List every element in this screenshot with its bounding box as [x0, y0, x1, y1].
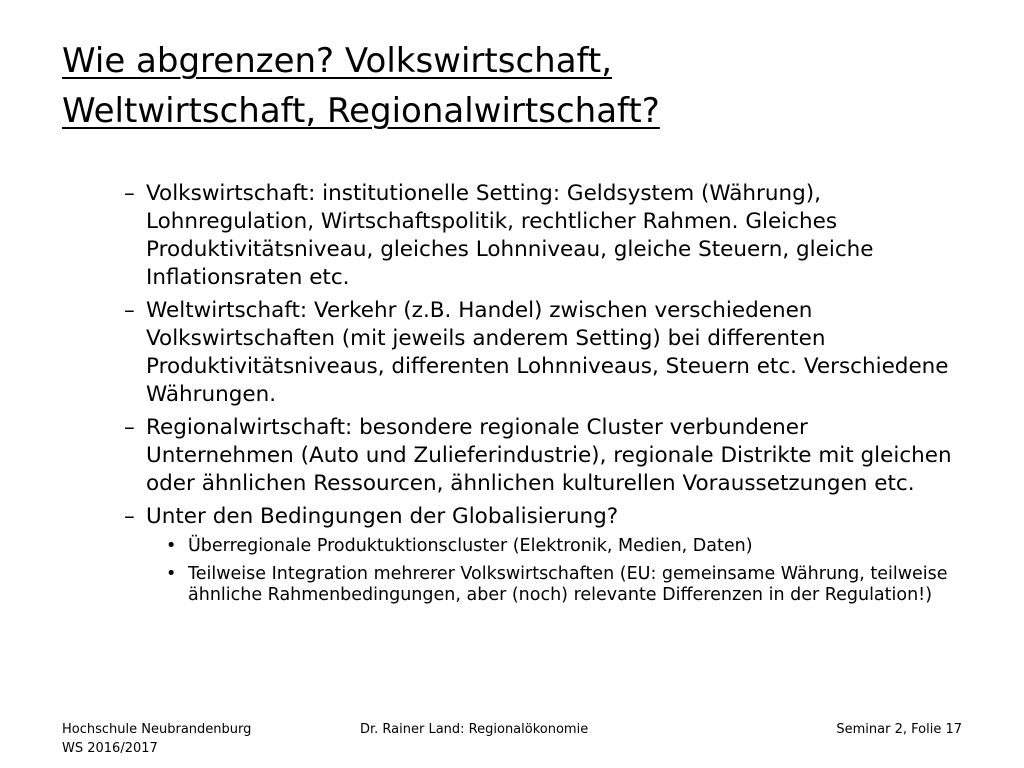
slide-title-line: Wie abgrenzen? Volkswirtschaft,: [62, 41, 613, 81]
footer-institution: [62, 720, 251, 758]
list-item: [62, 180, 962, 292]
dash-bullet-icon: –: [124, 504, 135, 529]
round-bullet-icon: •: [166, 536, 177, 556]
round-bullet-icon: •: [166, 563, 177, 584]
sub-list-item: [62, 564, 962, 607]
slide-body: [62, 180, 962, 613]
list-item: [62, 297, 962, 409]
sub-list-item-text: Teilweise Integration mehrerer Volkswirtschaften (EU: gemeinsame Währung, teilweise ähnliche Rahmenbedingungen, aber (noch) relevante Differenzen in der Regulation!): [188, 563, 948, 605]
sub-list-item: [62, 536, 962, 558]
footer-institution-name: Hochschule Neubrandenburg: [62, 722, 252, 737]
footer-author: Dr. Rainer Land: Regionalökonomie: [360, 722, 589, 737]
list-item: [62, 503, 962, 531]
dash-bullet-icon: –: [124, 298, 135, 323]
list-item-text: Volkswirtschaft: institutionelle Setting: Geldsystem (Währung), Lohnregulation, Wirtschaftspolitik, rechtlicher Rahmen. Gleiches Produktivitätsniveau, gleiches Lohnniveau, gleiche Steuern, gleiche Inflationsraten etc.: [146, 181, 874, 290]
list-item: [62, 414, 962, 498]
dash-bullet-icon: –: [124, 415, 135, 440]
sub-list-item-text: Überregionale Produktuktionscluster (Elektronik, Medien, Daten): [188, 536, 753, 556]
footer-slide-number: Seminar 2, Folie 17: [836, 722, 962, 737]
footer-semester: WS 2016/2017: [62, 741, 158, 756]
slide-title: [62, 36, 962, 136]
slide-title-line: Weltwirtschaft, Regionalwirtschaft?: [62, 91, 660, 131]
dash-bullet-icon: –: [124, 181, 135, 206]
list-item-text: Regionalwirtschaft: besondere regionale Cluster verbundener Unternehmen (Auto und Zulieferindustrie), regionale Distrikte mit gleichen oder ähnlichen Ressourcen, ähnlichen kulturellen Voraussetzungen etc.: [146, 415, 952, 496]
list-item-text: Weltwirtschaft: Verkehr (z.B. Handel) zwischen verschiedenen Volkswirtschaften (mit jeweils anderem Setting) bei differenten Produktivitätsniveaus, differenten Lohnniveaus, Steuern etc. Verschiedene Währungen.: [146, 298, 949, 407]
list-item-text: Unter den Bedingungen der Globalisierung?: [146, 504, 619, 529]
